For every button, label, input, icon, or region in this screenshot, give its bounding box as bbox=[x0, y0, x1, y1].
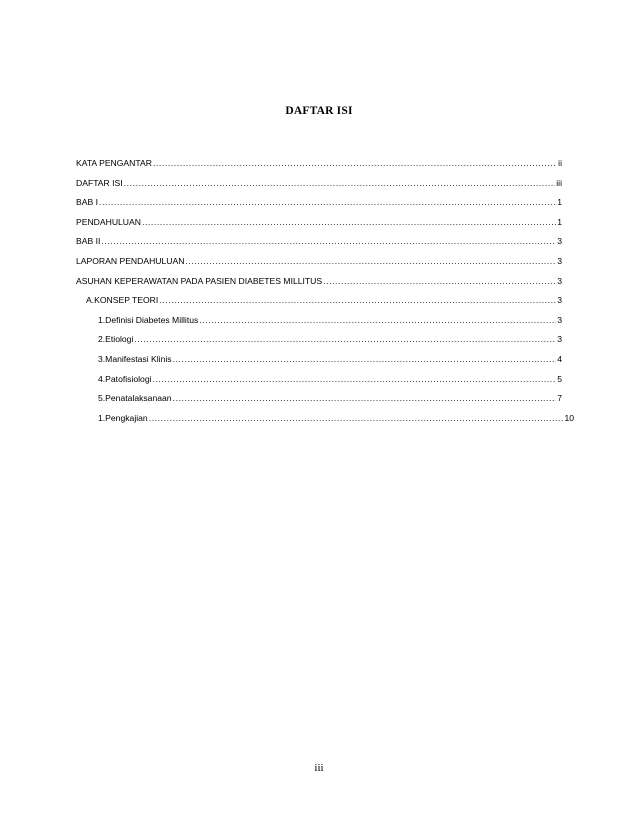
toc-entry-page: iii bbox=[556, 177, 562, 188]
toc-entry-definisi bbox=[76, 315, 562, 335]
toc-entry-label: 1.Definisi Diabetes Millitus bbox=[98, 314, 199, 325]
page-number: iii bbox=[314, 762, 324, 774]
toc-dot-leader bbox=[173, 393, 557, 403]
toc-dot-leader bbox=[323, 276, 556, 286]
toc-entry-pendahuluan bbox=[76, 217, 562, 237]
toc-dot-leader bbox=[173, 354, 557, 364]
page-title: DAFTAR ISI bbox=[285, 105, 353, 117]
toc-entry-penatalaksanaan bbox=[76, 393, 562, 413]
toc-entry-pengkajian bbox=[76, 413, 574, 433]
toc-entry-page: 3 bbox=[557, 334, 562, 345]
toc-dot-leader bbox=[101, 236, 556, 246]
toc-entry-label: 5.Penatalaksanaan bbox=[98, 393, 172, 404]
toc-dot-leader bbox=[149, 413, 564, 423]
toc-dot-leader bbox=[134, 334, 556, 344]
toc-entry-label: 3.Manifestasi Klinis bbox=[98, 353, 172, 364]
table-of-contents bbox=[76, 158, 574, 432]
toc-entry-kata-pengantar bbox=[76, 158, 562, 178]
toc-entry-label: BAB I bbox=[76, 197, 98, 208]
toc-entry-page: 3 bbox=[557, 275, 562, 286]
toc-entry-manifestasi-klinis bbox=[76, 354, 562, 374]
toc-dot-leader bbox=[185, 256, 556, 266]
toc-entry-label: KATA PENGANTAR bbox=[76, 158, 152, 168]
toc-entry-page: 1 bbox=[557, 216, 562, 227]
toc-entry-label: PENDAHULUAN bbox=[76, 216, 141, 227]
toc-entry-bab-ii bbox=[76, 236, 562, 256]
toc-dot-leader bbox=[199, 315, 556, 325]
toc-entry-page: 1 bbox=[557, 197, 562, 208]
toc-entry-laporan-pendahuluan bbox=[76, 256, 562, 276]
toc-entry-asuhan-keperawatan bbox=[76, 276, 562, 296]
toc-entry-etiologi bbox=[76, 334, 562, 354]
toc-entry-bab-i bbox=[76, 197, 562, 217]
toc-entry-daftar-isi bbox=[76, 178, 562, 198]
toc-dot-leader bbox=[142, 217, 556, 227]
toc-entry-page: 7 bbox=[557, 393, 562, 404]
toc-entry-page: 3 bbox=[557, 236, 562, 247]
toc-entry-patofisiologi bbox=[76, 374, 562, 394]
toc-entry-page: 3 bbox=[557, 295, 562, 306]
toc-dot-leader bbox=[153, 374, 557, 384]
toc-entry-label: BAB II bbox=[76, 236, 101, 247]
toc-entry-label: ASUHAN KEPERAWATAN PADA PASIEN DIABETES MILLITUS bbox=[76, 275, 323, 286]
toc-entry-page: 3 bbox=[557, 314, 562, 325]
toc-entry-page: 10 bbox=[564, 412, 574, 423]
toc-entry-page: 5 bbox=[557, 373, 562, 384]
toc-entry-page: ii bbox=[558, 158, 562, 168]
toc-dot-leader bbox=[124, 178, 556, 188]
toc-entry-label: LAPORAN PENDAHULUAN bbox=[76, 255, 185, 266]
toc-dot-leader bbox=[99, 197, 556, 207]
toc-entry-page: 4 bbox=[557, 353, 562, 364]
toc-entry-konsep-teori bbox=[76, 295, 562, 315]
toc-entry-label: 1.Pengkajian bbox=[98, 412, 148, 423]
toc-dot-leader bbox=[159, 295, 556, 305]
toc-entry-label: DAFTAR ISI bbox=[76, 177, 123, 188]
toc-entry-label: 4.Patofisiologi bbox=[98, 373, 152, 384]
toc-entry-label: 2.Etiologi bbox=[98, 334, 134, 345]
toc-entry-label: A.KONSEP TEORI bbox=[86, 295, 159, 306]
toc-entry-page: 3 bbox=[557, 255, 562, 266]
toc-dot-leader bbox=[153, 158, 557, 168]
